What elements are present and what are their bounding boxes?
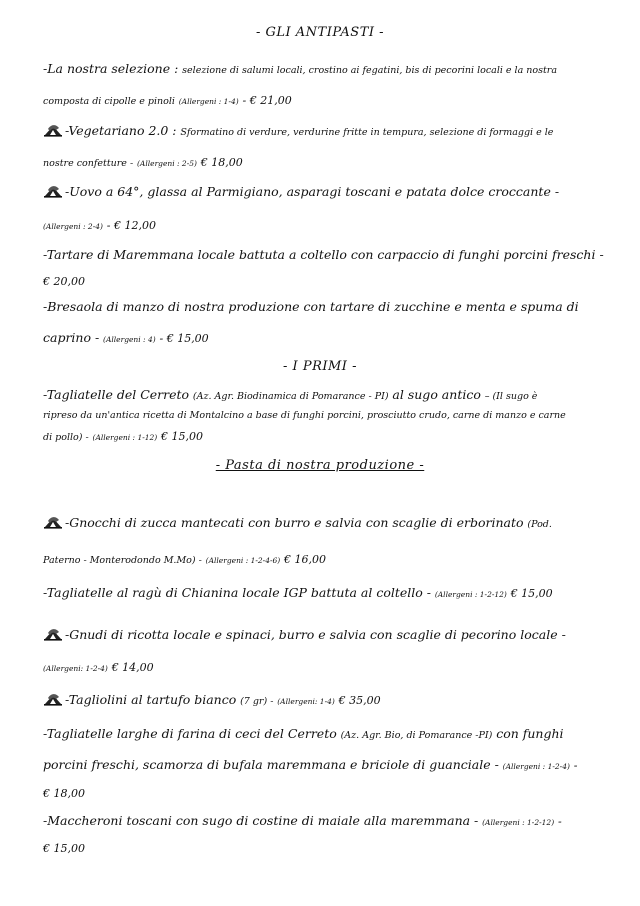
menu-item-ceci: -Tagliatelle larghe di farina di ceci del Cerreto (Az. Agr. Bio, di Pomarance -PI) con funghi — [43, 726, 564, 741]
menu-item-vegetariano: -Vegetariano 2.0 : Sformatino di verdure, verdurine fritte in tempura, selezione di formaggi e le — [43, 123, 553, 141]
menu-item-bresaola-cont: caprino - (Allergeni : 4) - € 15,00 — [43, 330, 209, 345]
menu-item-tagliolini: -Tagliolini al tartufo bianco (7 gr) - (Allergeni: 1-4) € 35,00 — [43, 692, 381, 710]
menu-item-ceci-cont: porcini freschi, scamorza di bufala maremmana e briciole di guanciale - (Allergeni : 1-2-4) - — [43, 757, 578, 772]
section-title-pasta: - Pasta di nostra produzione - — [215, 458, 425, 473]
menu-item-tartare: -Tartare di Maremmana locale battuta a coltello con carpaccio di funghi porcini freschi - — [43, 247, 604, 262]
menu-item-gnocchi: -Gnocchi di zucca mantecati con burro e salvia con scaglie di erborinato (Pod. — [43, 515, 552, 533]
menu-item-uovo-cont: (Allergeni : 2-4) - € 12,00 — [43, 219, 156, 232]
vegetarian-icon — [43, 692, 63, 706]
menu-item-gnudi-cont: (Allergeni: 1-2-4) € 14,00 — [43, 661, 154, 674]
menu-item-tagliatelle-cerreto-desc: ripreso da un'antica ricetta di Montalcino a base di funghi porcini, prosciutto crudo, carne di manzo e carne — [43, 410, 566, 421]
menu-item-tartare-price: € 20,00 — [43, 275, 85, 288]
menu-item-tagliatelle-cerreto-cont: di pollo) - (Allergeni : 1-12) € 15,00 — [43, 430, 204, 443]
vegetarian-icon — [43, 184, 63, 198]
menu-item-selezione: -La nostra selezione : selezione di salumi locali, crostino ai fegatini, bis di pecorini locali e la nostra — [43, 61, 558, 76]
vegetarian-icon — [43, 627, 63, 641]
section-title-primi: - I PRIMI - — [283, 359, 357, 374]
menu-item-selezione-cont: composta di cipolle e pinoli (Allergeni : 1-4) - € 21,00 — [43, 94, 292, 107]
menu-item-maccheroni-price: € 15,00 — [43, 842, 85, 855]
menu-item-bresaola: -Bresaola di manzo di nostra produzione con tartare di zucchine e menta e spuma di — [43, 299, 579, 314]
menu-item-gnudi: -Gnudi di ricotta locale e spinaci, burro e salvia con scaglie di pecorino locale - — [43, 627, 566, 643]
section-title-antipasti: - GLI ANTIPASTI - — [255, 25, 385, 40]
menu-item-gnocchi-cont: Paterno - Monterodondo M.Mo) - (Allergeni : 1-2-4-6) € 16,00 — [43, 553, 327, 566]
vegetarian-icon — [43, 515, 63, 529]
menu-item-ceci-price: € 18,00 — [43, 787, 85, 800]
vegetarian-icon — [43, 123, 63, 137]
menu-item-uovo: -Uovo a 64°, glassa al Parmigiano, asparagi toscani e patata dolce croccante - — [43, 184, 559, 200]
menu-item-vegetariano-cont: nostre confetture - (Allergeni : 2-5) € 18,00 — [43, 156, 243, 169]
menu-item-tagliatelle-cerreto: -Tagliatelle del Cerreto (Az. Agr. Biodinamica di Pomarance - PI) al sugo antico – (Il sugo è — [43, 387, 538, 402]
menu-item-maccheroni: -Maccheroni toscani con sugo di costine di maiale alla maremmana - (Allergeni : 1-2-12) - — [43, 813, 562, 828]
menu-item-ragu: -Tagliatelle al ragù di Chianina locale IGP battuta al coltello - (Allergeni : 1-2-12) € 15,00 — [43, 585, 553, 600]
